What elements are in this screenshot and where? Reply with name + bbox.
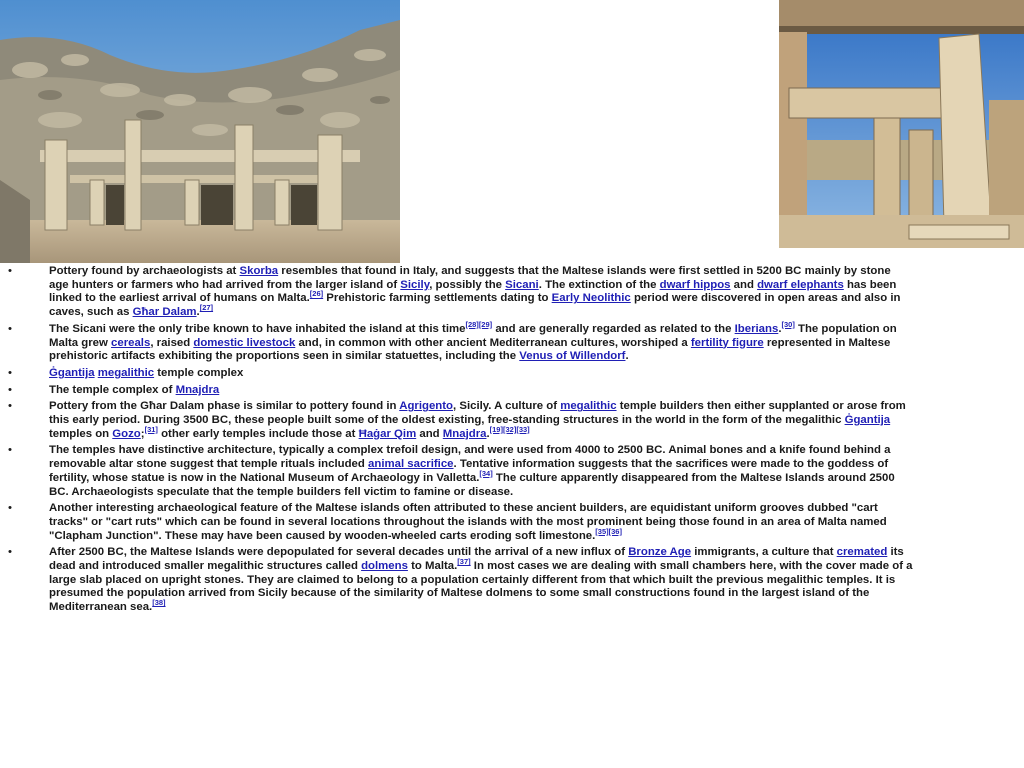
text: temple builders then either supplanted or arose from this early period. During 3500 BC, these people built some of the oldest existing, free-standing structures in the world in the form of the megalithic <box>49 400 906 427</box>
citation-link[interactable]: [38] <box>152 598 166 608</box>
link-hagar-qim[interactable]: Ħaġar Qim <box>358 427 417 440</box>
text: represented in Maltese prehistoric artifacts exhibiting the proportions seen in similar statuettes, including the <box>49 336 891 363</box>
citation-link[interactable]: [19] <box>489 424 503 434</box>
text: and, in common with other ancient Mediterranean cultures, worshiped a <box>295 336 691 349</box>
link-dolmens[interactable]: dolmens <box>361 560 408 573</box>
list-item <box>8 367 913 381</box>
text: In most cases we are dealing with small chambers here, with the cover made of a large slab placed on upright stones. They are claimed to belong to a population certainly different from that which built the previous megalithic temples. It is presumed the population arrived from Sicily because of the similarity of Maltese dolmens to some small constructions found in the largest island of the Mediterranean sea. <box>49 560 913 614</box>
bullet-list <box>8 265 913 618</box>
text: The population on Malta grew <box>49 322 897 349</box>
bullet-icon: • <box>8 322 12 335</box>
text: ; <box>140 427 145 440</box>
citation-link[interactable]: [31] <box>144 424 158 434</box>
text: , Sicily. A culture of <box>453 400 561 413</box>
megalithic-trilithon-photo <box>779 0 1024 248</box>
text: Pottery from the Għar Dalam phase is similar to pottery found in <box>49 400 400 413</box>
link-animal-sacrifice[interactable]: animal sacrifice <box>368 458 454 471</box>
link-gozo[interactable]: Gozo <box>112 427 141 440</box>
citation-link[interactable]: [35] <box>595 526 609 536</box>
citation-link[interactable]: [28] <box>465 320 479 330</box>
link-domestic-livestock[interactable]: domestic livestock <box>193 336 296 349</box>
citation-link[interactable]: [26] <box>309 289 324 299</box>
list-item <box>8 444 913 499</box>
citation-link[interactable]: [33] <box>516 424 530 434</box>
stone-temple-ruins-photo <box>0 0 400 263</box>
link-mnajdra[interactable]: Mnajdra <box>442 427 487 440</box>
text: to Malta. <box>407 560 458 573</box>
bullet-icon: • <box>8 444 12 457</box>
text: and <box>730 278 758 291</box>
text: Another interesting archaeological feature of the Maltese islands often attributed to these ancient builders, are equidistant uniform grooves dubbed "cart tracks" or "cart ruts" which can be found in several locations throughout the islands with the most prominent being those found in an area of Malta named "Clapham Junction". These may have been caused by wooden-wheeled carts eroding soft limestone. <box>49 502 887 542</box>
link-ggantija[interactable]: Ġgantija <box>49 366 95 379</box>
text: . <box>196 306 200 319</box>
text: The Sicani were the only tribe known to have inhabited the island at this time <box>49 322 466 335</box>
bullet-icon: • <box>8 265 12 277</box>
citation-link[interactable]: [27] <box>199 303 214 313</box>
citation-link[interactable]: [37] <box>457 557 471 567</box>
text: temple complex <box>154 366 244 379</box>
text: Pottery found by archaeologists at <box>49 265 240 277</box>
list-item <box>8 320 913 364</box>
link-cereals[interactable]: cereals <box>111 336 151 349</box>
bullet-icon: • <box>8 546 12 559</box>
bullet-icon: • <box>8 400 12 413</box>
text: immigrants, a culture that <box>691 546 837 559</box>
list-item <box>8 400 913 441</box>
text: , raised <box>150 336 194 349</box>
text: its dead and introduced smaller megalithic structures called <box>49 546 904 573</box>
link-fertility-figure[interactable]: fertility figure <box>690 336 764 349</box>
list-item <box>8 502 913 543</box>
link-iberians[interactable]: Iberians <box>734 322 779 335</box>
text: . <box>778 322 782 335</box>
link-sicani[interactable]: Sicani <box>505 278 539 291</box>
bullet-icon: • <box>8 502 12 515</box>
citation-link[interactable]: [29] <box>478 320 493 330</box>
list-item <box>8 265 913 320</box>
text: period were discovered in open areas and also in caves, such as <box>49 292 901 319</box>
text: After 2500 BC, the Maltese Islands were depopulated for several decades until the arrival of a new influx of <box>49 546 629 559</box>
list-item <box>8 384 913 398</box>
link-early-neolithic[interactable]: Early Neolithic <box>551 292 631 305</box>
link-bronze-age[interactable]: Bronze Age <box>628 546 692 559</box>
text: . <box>625 350 629 363</box>
text: , possibly the <box>429 278 506 291</box>
text: The culture apparently disappeared from the Maltese Islands around 2500 BC. Archaeologists speculate that the temple builders fell victim to famine or disease. <box>49 471 895 498</box>
bullet-icon: • <box>8 383 12 396</box>
list-item <box>8 546 913 615</box>
text: The temple complex of <box>49 383 176 396</box>
text: . Tentative information suggests that the sacrifices were made to the goddess of fertility, whose statue is now in the National Museum of Archaeology in Valletta. <box>49 458 889 484</box>
link-megalithic[interactable]: megalithic <box>97 366 155 379</box>
link-agrigento[interactable]: Agrigento <box>399 400 454 413</box>
text: . The extinction of the <box>538 278 660 291</box>
link-ggantija[interactable]: Ġgantija <box>844 414 891 427</box>
text: and <box>416 427 443 440</box>
link-mnajdra[interactable]: Mnajdra <box>175 383 220 396</box>
text: has been linked to the earliest arrival of humans on Malta. <box>49 278 897 305</box>
link-skorba[interactable]: Skorba <box>239 265 279 277</box>
text: Prehistoric farming settlements dating to <box>323 292 552 305</box>
bullet-icon: • <box>8 366 12 379</box>
text: resembles that found in Italy, and suggests that the Maltese islands were first settled in 5200 BC mainly by stone age hunters or farmers who had arrived from the larger island of <box>49 265 891 291</box>
text: temples on <box>49 427 113 440</box>
link-ghar-dalam[interactable]: Għar Dalam <box>132 306 197 319</box>
citation-link[interactable]: [32] <box>502 424 517 434</box>
link-megalithic[interactable]: megalithic <box>560 400 617 413</box>
citation-link[interactable]: [30] <box>781 320 795 330</box>
text: other early temples include those at <box>157 427 359 440</box>
citation-link[interactable]: [34] <box>479 469 493 479</box>
text: The temples have distinctive architecture, typically a complex trefoil design, and were used from 4000 to 2500 BC. Animal bones and a knife found behind a removable altar stone suggest that temple rituals included <box>49 444 891 471</box>
link-cremated[interactable]: cremated <box>836 546 888 559</box>
link-sicily[interactable]: Sicily <box>400 278 430 291</box>
citation-link[interactable]: [36] <box>608 526 622 536</box>
link-dwarf-hippos[interactable]: dwarf hippos <box>659 278 731 291</box>
link-venus-of-willendorf[interactable]: Venus of Willendorf <box>519 350 626 363</box>
text: . <box>486 427 490 440</box>
text: and are generally regarded as related to the <box>492 322 735 335</box>
link-dwarf-elephants[interactable]: dwarf elephants <box>757 278 844 291</box>
